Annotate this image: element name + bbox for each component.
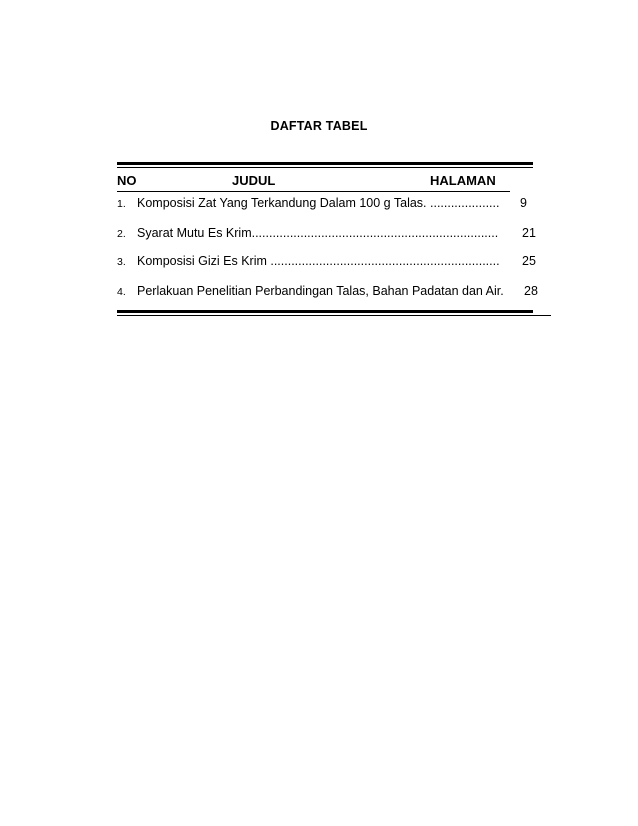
- header-judul: JUDUL: [232, 173, 276, 188]
- table-row: [0, 254, 638, 272]
- entry-title: Komposisi Gizi Es Krim ..................................................................: [137, 254, 500, 268]
- header-halaman: HALAMAN: [430, 173, 496, 188]
- entry-page: 28: [524, 284, 538, 298]
- entry-number: 2.: [117, 228, 126, 240]
- entry-number: 3.: [117, 256, 126, 268]
- entry-title: Syarat Mutu Es Krim.......................................................................: [137, 226, 499, 240]
- table-top-rule: [117, 162, 533, 168]
- table-header-row: [0, 173, 638, 191]
- page-title: DAFTAR TABEL: [270, 119, 368, 133]
- entry-number: 1.: [117, 198, 126, 210]
- table-row: [0, 226, 638, 244]
- entry-page: 25: [522, 254, 536, 268]
- entry-title: Komposisi Zat Yang Terkandung Dalam 100 g Talas. ....................: [137, 196, 500, 210]
- header-no: NO: [117, 173, 137, 188]
- entry-page: 9: [520, 196, 527, 210]
- table-top-rule-thick: [117, 162, 533, 165]
- entry-number: 4.: [117, 286, 126, 298]
- entry-title: Perlakuan Penelitian Perbandingan Talas, Bahan Padatan dan Air.: [137, 284, 504, 298]
- table-bottom-rule-thin: [117, 315, 551, 316]
- table-bottom-rule-thick: [117, 310, 533, 313]
- table-row: [0, 284, 638, 302]
- table-bottom-rule: [117, 310, 533, 313]
- table-top-rule-thin: [117, 167, 533, 168]
- header-underline: [117, 191, 510, 192]
- table-row: [0, 196, 638, 214]
- entry-page: 21: [522, 226, 536, 240]
